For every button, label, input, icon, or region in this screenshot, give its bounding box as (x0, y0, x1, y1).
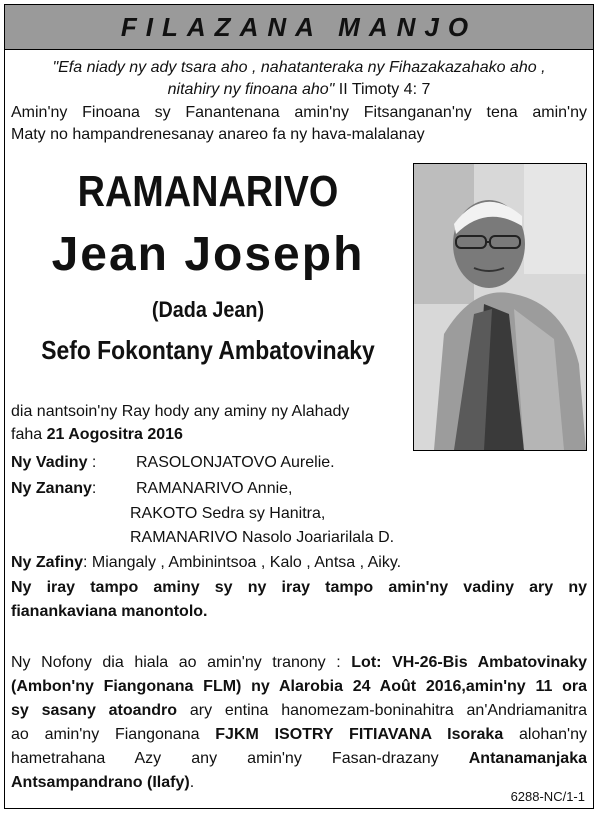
child-1: RAMANARIVO Annie, (136, 480, 293, 497)
quote-reference: II Timoty 4: 7 (334, 81, 431, 98)
header-title: FILAZANA MANJO (120, 11, 478, 42)
funeral-line-6 (11, 772, 587, 794)
children-row (11, 478, 587, 500)
death-line-1: dia nantsoin'ny Ray hody any aminy ny Alahady (11, 403, 350, 420)
funeral-l3-text: ary entina hanomezam-boninahitra an'Andriamanitra (177, 702, 587, 719)
deceased-nickname: (Dada Jean) (151, 297, 265, 322)
wife-name: RASOLONJATOVO Aurelie. (136, 454, 335, 471)
funeral-l5-text: hametrahana Azy any amin'ny Fasan-drazany (11, 750, 469, 767)
intro-line-1: Amin'ny Finoana sy Fanantenana amin'ny Fitsanganan'ny tena amin'ny (11, 104, 587, 121)
deceased-given-names: Jean Joseph (51, 228, 365, 281)
funeral-line-5 (11, 748, 587, 770)
bible-quote (5, 57, 593, 101)
child-2: RAKOTO Sedra sy Hanitra, (130, 505, 326, 522)
children-label: Ny Zanany (11, 480, 92, 497)
funeral-l3-bold: sy sasany atoandro (11, 702, 178, 719)
grandchildren-label: Ny Zafiny (11, 554, 84, 571)
funeral-l6-bold: Antsampandrano (Ilafy) (11, 774, 190, 791)
funeral-l1-bold: Lot: VH-26-Bis Ambatovinaky (351, 654, 587, 671)
child-3: RAMANARIVO Nasolo Joariarilala D. (130, 529, 395, 546)
funeral-l6-end: . (189, 774, 195, 791)
funeral-l4-text1: ao amin'ny Fiangonana (11, 726, 216, 743)
quote-line-1: "Efa niady ny ady tsara aho , nahatanteraka ny Fihazakazahako aho , (52, 59, 546, 76)
reference-code: 6288-NC/1-1 (510, 789, 585, 804)
death-line-2 (11, 424, 587, 446)
wife-row (11, 452, 587, 474)
funeral-line-4 (11, 724, 587, 746)
funeral-line-1 (11, 652, 587, 674)
intro-line-2: Maty no hampandrenesanay anareo fa ny hava-malalanay (11, 126, 425, 143)
quote-line-2: nitahiry ny finoana aho" (167, 81, 335, 98)
funeral-l4-text2: alohan'ny (503, 726, 587, 743)
wife-label: Ny Vadiny (11, 454, 88, 471)
deceased-title: Sefo Fokontany Ambatovinaky (41, 335, 375, 365)
funeral-l5-bold: Antanamanjaka (468, 750, 587, 767)
relatives-line-1: Ny iray tampo aminy sy ny iray tampo amin'ny vadiny ary ny (11, 579, 587, 596)
grandchildren-row (11, 552, 587, 574)
death-prefix: faha (11, 426, 47, 443)
death-date: 21 Aogositra 2016 (46, 426, 183, 443)
header-banner (5, 5, 593, 50)
funeral-line-2: (Ambon'ny Fiangonana FLM) ny Alarobia 24 Août 2016,amin'ny 11 ora (11, 678, 587, 695)
funeral-line-3 (11, 700, 587, 722)
grandchildren-names: : Miangaly , Ambinintsoa , Kalo , Antsa , Aiky. (83, 554, 402, 571)
deceased-surname: RAMANARIVO (77, 167, 339, 216)
obituary-notice (4, 4, 594, 809)
funeral-l4-bold: FJKM ISOTRY FITIAVANA Isoraka (215, 726, 504, 743)
children-separator: : (91, 480, 97, 497)
relatives-line-2: fianankaviana manontolo. (11, 603, 208, 620)
wife-separator: : (87, 454, 97, 471)
funeral-l1-text: Ny Nofony dia hiala ao amin'ny tranony : (11, 654, 352, 671)
